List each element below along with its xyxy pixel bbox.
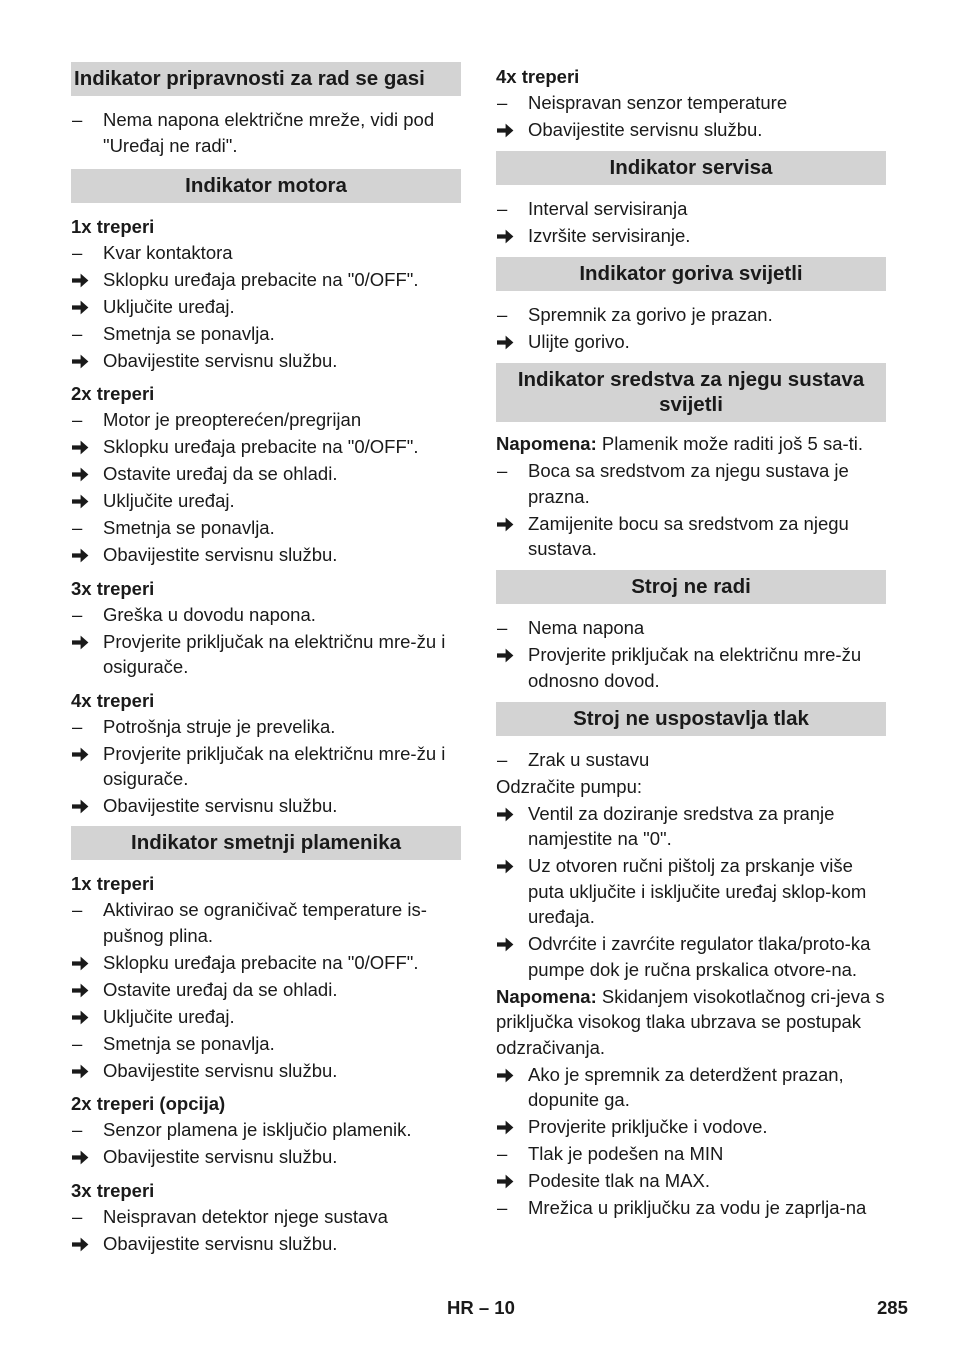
dash-bullet: – (497, 1197, 508, 1218)
item-text: Provjerite priključak na električnu mre-žu i osigurače. (103, 742, 446, 789)
instruction-item (496, 801, 886, 852)
instruction-item (71, 977, 461, 1003)
instruction-item (71, 348, 461, 374)
instruction-item (496, 329, 886, 355)
instruction-item (71, 294, 461, 320)
instruction-item (71, 741, 461, 792)
instruction-item (71, 488, 461, 514)
cause-item (496, 1195, 886, 1221)
instruction-item (71, 1144, 461, 1170)
item-text: Provjerite priključak na električnu mre-žu odnosno dovod. (528, 644, 862, 691)
item-text: Sklopku uređaja prebacite na "0/OFF". (103, 951, 419, 973)
item-text: Interval servisiranja (528, 198, 688, 219)
item-text: Obavijestite servisnu službu. (103, 1146, 338, 1167)
item-text: Kvar kontaktora (103, 241, 233, 263)
section-heading: Indikator sredstva za njegu sustava svijetli (496, 363, 886, 422)
item-text: Podesite tlak na MAX. (528, 1170, 711, 1191)
item-text: Smetnja se ponavlja. (103, 517, 275, 538)
item-text: Boca sa sredstvom za njegu sustava je prazna. (528, 460, 849, 507)
item-text: Zamijenite bocu sa sredstvom za njegu sustava. (528, 512, 849, 559)
cause-item (496, 458, 886, 509)
instruction-item (496, 642, 886, 693)
item-text: Neispravan senzor temperature (528, 92, 788, 113)
dash-bullet: – (72, 109, 83, 130)
dash-bullet: – (72, 1119, 83, 1140)
item-text: Senzor plamena je isključio plamenik. (103, 1119, 412, 1140)
dash-bullet: – (72, 322, 83, 344)
page-footer-label: HR – 10 (447, 1297, 515, 1318)
note-label: Napomena: (496, 433, 597, 454)
dash-bullet: – (72, 517, 83, 538)
item-text: Provjerite priključak na električnu mre-žu i osigurače. (103, 630, 446, 677)
subheading: 4x treperi (496, 66, 580, 87)
cause-item (496, 615, 886, 641)
instruction-item (71, 1058, 461, 1084)
item-text: Spremnik za gorivo je prazan. (528, 304, 773, 325)
cause-item (71, 407, 461, 433)
item-text: Uključite uređaj. (103, 490, 235, 511)
instruction-item (71, 267, 461, 293)
item-text: Ako je spremnik za deterdžent prazan, dopunite ga. (528, 1063, 844, 1110)
cause-item (71, 1031, 461, 1057)
item-text: Motor je preopterećen/pregrijan (103, 409, 362, 430)
instruction-item (496, 1114, 886, 1140)
item-text: Smetnja se ponavlja. (103, 1032, 275, 1054)
note-paragraph (496, 984, 886, 1061)
item-text: Smetnja se ponavlja. (103, 322, 275, 344)
section-heading: Stroj ne radi (496, 570, 886, 604)
dash-bullet: – (497, 748, 508, 770)
cause-item (496, 302, 886, 328)
cause-item (71, 515, 461, 541)
cause-item (496, 747, 886, 773)
dash-bullet: – (72, 1205, 83, 1227)
instruction-item (496, 117, 886, 143)
section-heading: Indikator servisa (496, 151, 886, 185)
item-text: Obavijestite servisnu službu. (103, 544, 338, 565)
right-column (496, 64, 886, 1222)
cause-item (71, 1204, 461, 1230)
item-text: Sklopku uređaja prebacite na "0/OFF". (103, 436, 419, 457)
item-text: Mrežica u priključku za vodu je zaprlja-na (528, 1197, 867, 1218)
note-label: Napomena: (496, 985, 597, 1007)
item-text: Sklopku uređaja prebacite na "0/OFF". (103, 268, 419, 290)
cause-item (496, 1141, 886, 1167)
item-text: Izvršite servisiranje. (528, 225, 691, 246)
instruction-item (71, 793, 461, 819)
note-text: Plamenik može raditi još 5 sa-ti. (596, 433, 864, 454)
dash-bullet: – (72, 409, 83, 430)
instruction-item (71, 950, 461, 976)
item-text: Potrošnja struje je prevelika. (103, 715, 336, 737)
cause-item (71, 321, 461, 347)
item-text: Obavijestite servisnu službu. (103, 1232, 338, 1254)
item-text: Ventil za doziranje sredstva za pranje namjestite na "0". (528, 802, 835, 849)
dash-bullet: – (497, 304, 508, 325)
item-text: Ulijte gorivo. (528, 331, 630, 352)
dash-bullet: – (497, 92, 508, 113)
cause-item (496, 90, 886, 116)
item-text: Uključite uređaj. (103, 1005, 235, 1027)
section-heading: Stroj ne uspostavlja tlak (496, 702, 886, 736)
dash-bullet: – (497, 460, 508, 481)
item-text: Obavijestite servisnu službu. (103, 349, 338, 371)
item-text: Greška u dovodu napona. (103, 603, 316, 625)
cause-item (71, 897, 461, 948)
instruction-item (496, 853, 886, 930)
instruction-item (71, 461, 461, 487)
item-text: Aktivirao se ograničivač temperature is-pušnog plina. (103, 899, 427, 946)
item-text: Odvrćite i zavrćite regulator tlaka/proto-ka pumpe dok je ručna prskalica otvore-na. (528, 933, 871, 980)
item-text: Neispravan detektor njege sustava (103, 1205, 388, 1227)
dash-bullet: – (497, 617, 508, 638)
subheading: 3x treperi (71, 577, 155, 599)
instruction-item (496, 931, 886, 982)
page-number: 285 (877, 1297, 908, 1318)
subheading: 4x treperi (71, 689, 155, 711)
subheading: 2x treperi (71, 383, 155, 404)
section-heading: Indikator pripravnosti za rad se gasi (71, 62, 461, 96)
section-heading: Indikator motora (71, 169, 461, 203)
cause-item (71, 602, 461, 628)
left-column (71, 62, 461, 1258)
item-text: Zrak u sustavu (528, 748, 650, 770)
instruction-item (71, 542, 461, 568)
item-text: Nema napona (528, 617, 645, 638)
subheading: 1x treperi (71, 873, 155, 894)
section-heading: Indikator smetnji plamenika (71, 826, 461, 860)
item-text: Obavijestite servisnu službu. (528, 119, 763, 140)
item-text: Uz otvoren ručni pištolj za prskanje više puta uključite i isključite uređaj sklop-kom uređaja. (528, 855, 867, 927)
item-text: Obavijestite servisnu službu. (103, 1059, 338, 1081)
instruction-item (71, 434, 461, 460)
item-text: Uključite uređaj. (103, 295, 235, 317)
item-text: Obavijestite servisnu službu. (103, 795, 338, 816)
item-text: Ostavite uređaj da se ohladi. (103, 463, 338, 484)
subheading: 1x treperi (71, 215, 155, 237)
instruction-item (496, 1062, 886, 1113)
cause-item (71, 1117, 461, 1143)
dash-bullet: – (72, 715, 83, 737)
cause-item (71, 240, 461, 266)
instruction-item (71, 629, 461, 680)
dash-bullet: – (72, 899, 83, 920)
instruction-item (496, 223, 886, 249)
dash-bullet: – (72, 1032, 83, 1054)
instruction-item (71, 1231, 461, 1257)
instruction-item (496, 511, 886, 562)
cause-item (71, 714, 461, 740)
note-text: Skidanjem visokotlačnog cri-jeva s priključka visokog tlaka ubrzava se postupak odzračivanja. (496, 985, 885, 1058)
dash-bullet: – (497, 198, 508, 219)
subheading: 2x treperi (opcija) (71, 1093, 226, 1114)
item-text: Ostavite uređaj da se ohladi. (103, 978, 338, 1000)
paragraph: Odzračite pumpu: (496, 775, 643, 797)
cause-item (496, 196, 886, 222)
dash-bullet: – (72, 603, 83, 625)
note-paragraph (496, 431, 886, 457)
dash-bullet: – (497, 1143, 508, 1164)
instruction-item (496, 1168, 886, 1194)
section-heading: Indikator goriva svijetli (496, 257, 886, 291)
item-text: Nema napona električne mreže, vidi pod "Uređaj ne radi". (103, 109, 435, 156)
dash-bullet: – (72, 241, 83, 263)
cause-item (71, 107, 461, 158)
item-text: Tlak je podešen na MIN (528, 1143, 724, 1164)
item-text: Provjerite priključke i vodove. (528, 1116, 768, 1137)
instruction-item (71, 1004, 461, 1030)
subheading: 3x treperi (71, 1179, 155, 1201)
